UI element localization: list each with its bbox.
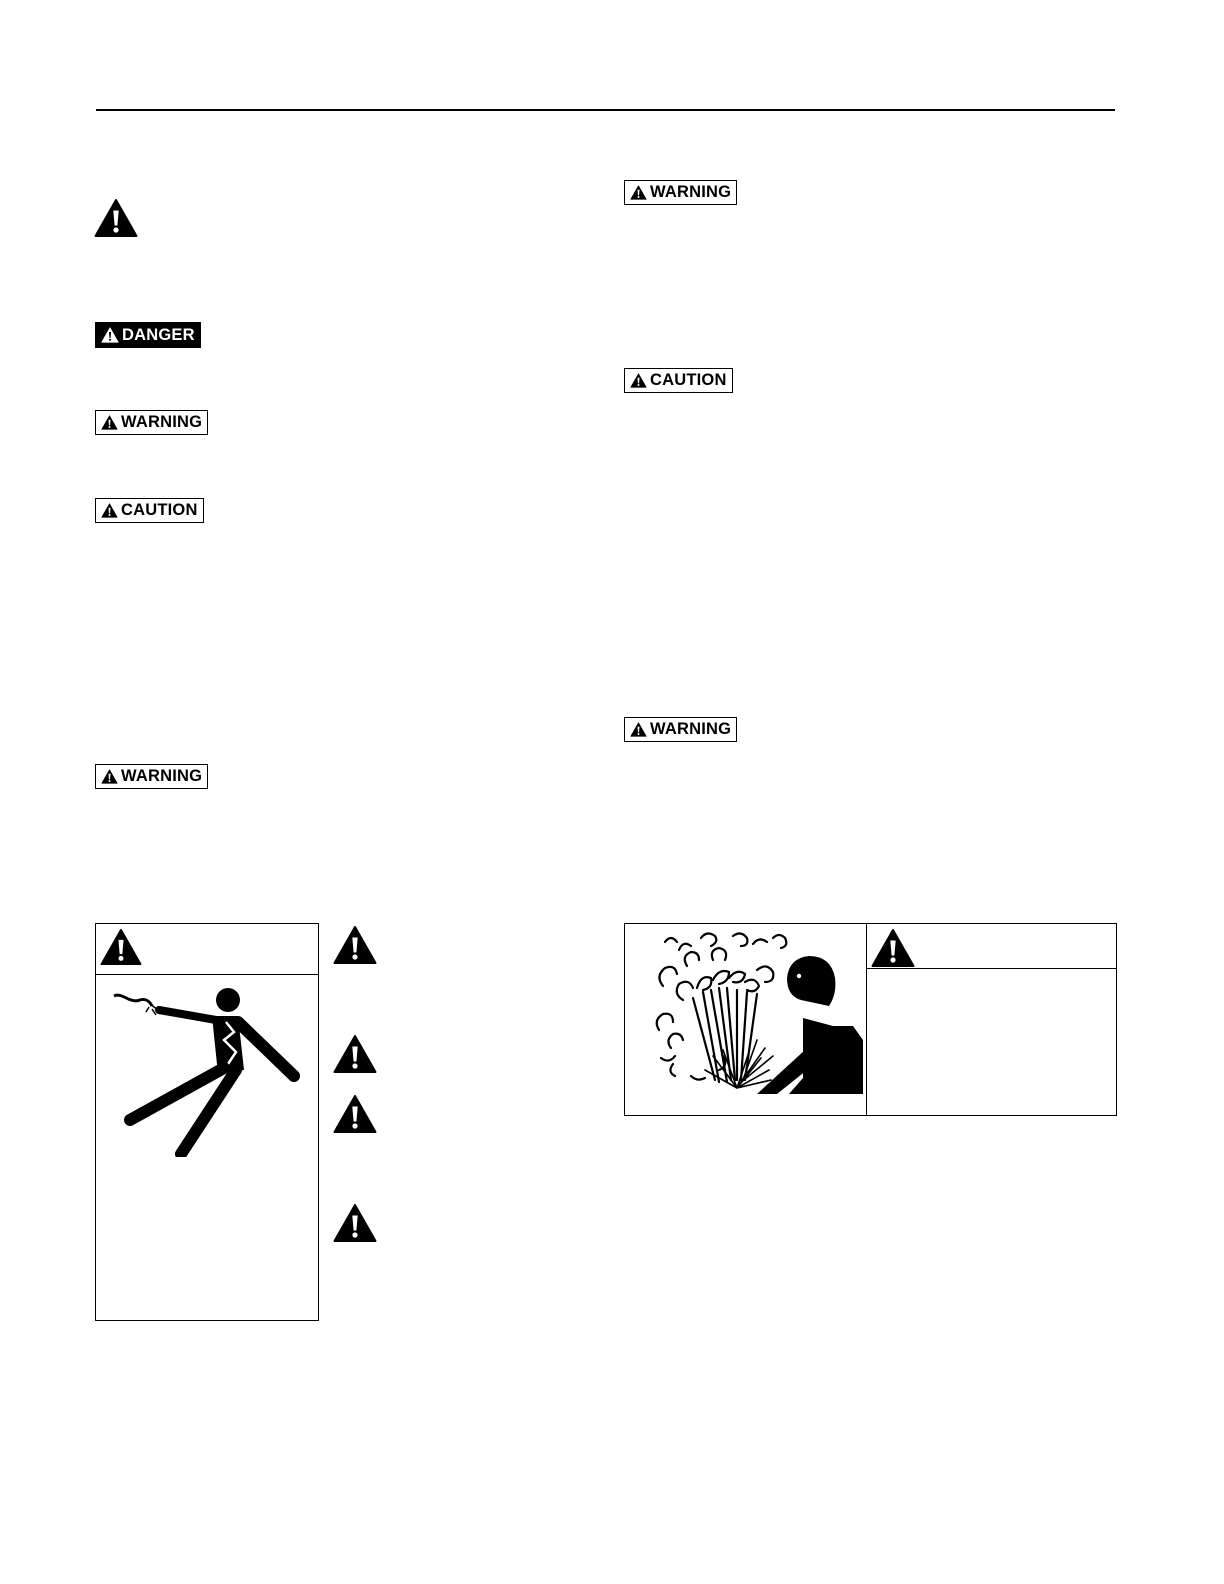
warning-label-text: WARNING [650, 183, 732, 201]
warning-label-text: WARNING [121, 413, 203, 431]
warning-label [95, 764, 208, 789]
safety-alert-icon [333, 1094, 377, 1134]
safety-alert-icon [333, 925, 377, 965]
caution-label [95, 498, 204, 523]
box-divider [866, 924, 867, 1115]
caution-label [624, 368, 733, 393]
alert-triangle-icon [101, 415, 118, 430]
electric-shock-hazard-box [95, 923, 319, 1321]
warning-label-text: WARNING [121, 767, 203, 785]
battery-explosion-hazard-box [624, 923, 1117, 1116]
safety-alert-icon [333, 1034, 377, 1074]
alert-triangle-icon [630, 373, 647, 388]
warning-label [624, 717, 737, 742]
warning-label [624, 180, 737, 205]
warning-label [95, 410, 208, 435]
danger-label [95, 322, 201, 348]
alert-triangle-icon [630, 722, 647, 737]
box-divider [866, 968, 1116, 969]
safety-alert-icon [333, 1203, 377, 1243]
caution-label-text: CAUTION [121, 501, 198, 519]
safety-alert-icon [94, 198, 138, 238]
safety-alert-icon [871, 928, 915, 968]
warning-label-text: WARNING [650, 720, 732, 738]
box-divider [96, 974, 318, 975]
header-rule [96, 109, 1115, 111]
battery-explosion-pictogram [653, 930, 868, 1108]
electric-shock-pictogram [106, 982, 306, 1157]
alert-triangle-icon [101, 769, 118, 784]
safety-alert-icon [100, 928, 142, 966]
alert-triangle-icon [101, 327, 119, 343]
danger-label-text: DANGER [122, 325, 195, 344]
alert-triangle-icon [101, 503, 118, 518]
caution-label-text: CAUTION [650, 371, 727, 389]
alert-triangle-icon [630, 185, 647, 200]
